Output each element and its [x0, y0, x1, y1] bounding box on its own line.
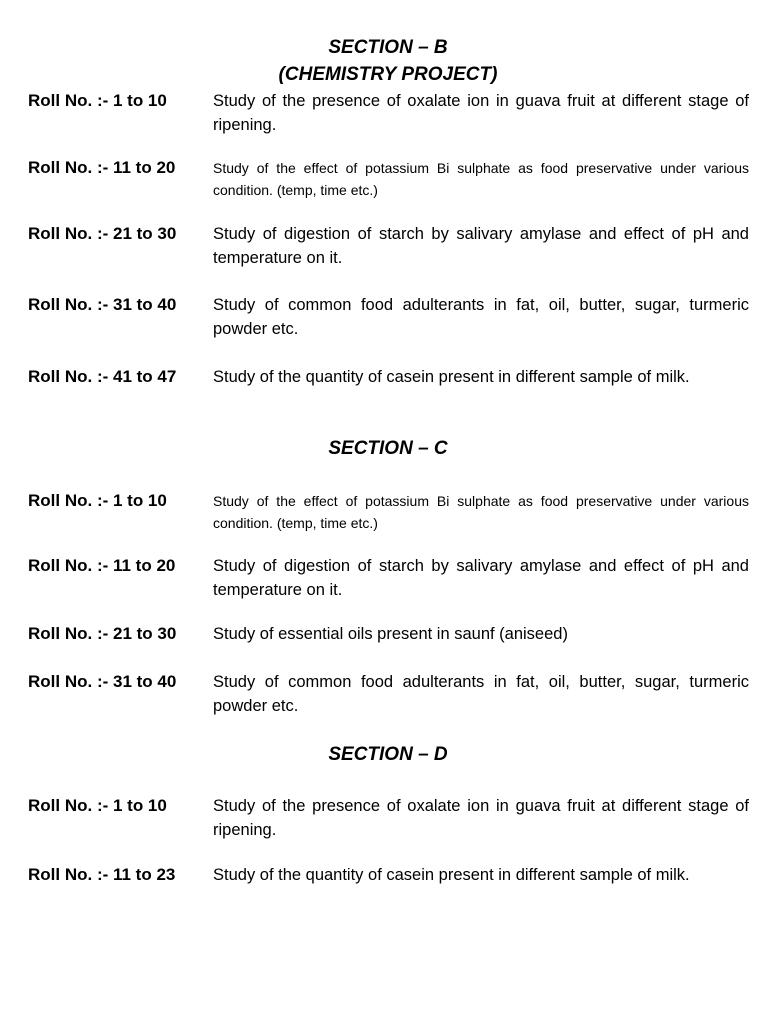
roll-number-range: Roll No. :- 31 to 40 [28, 672, 177, 691]
project-description: Study of the quantity of casein present in different sample of milk. [213, 866, 690, 884]
roll-number-range: Roll No. :- 1 to 10 [28, 491, 167, 510]
roll-number-range: Roll No. :- 21 to 30 [28, 624, 177, 643]
project-description: Study of the presence of oxalate ion in guava fruit at different stage of ripening. [213, 797, 749, 839]
section-b-title: SECTION – B [328, 37, 448, 58]
roll-number-range: Roll No. :- 11 to 20 [28, 556, 176, 575]
roll-number-range: Roll No. :- 21 to 30 [28, 224, 177, 243]
section-d-title: SECTION – D [328, 744, 448, 765]
project-description: Study of digestion of starch by salivary amylase and effect of pH and temperature on it. [213, 225, 749, 267]
project-description: Study of common food adulterants in fat, oil, butter, sugar, turmeric powder etc. [213, 296, 749, 338]
roll-number-range: Roll No. :- 11 to 23 [28, 865, 176, 884]
project-description: Study of the effect of potassium Bi sulphate as food preservative under various condition. (temp, time etc.) [213, 493, 749, 531]
section-b-subtitle: (CHEMISTRY PROJECT) [278, 64, 498, 85]
project-description: Study of common food adulterants in fat, oil, butter, sugar, turmeric powder etc. [213, 673, 749, 715]
project-description: Study of essential oils present in saunf (aniseed) [213, 625, 568, 643]
project-description: Study of the presence of oxalate ion in guava fruit at different stage of ripening. [213, 92, 749, 134]
section-c-title: SECTION – C [328, 438, 448, 459]
project-description: Study of digestion of starch by salivary amylase and effect of pH and temperature on it. [213, 557, 749, 599]
project-description: Study of the effect of potassium Bi sulphate as food preservative under various condition. (temp, time etc.) [213, 160, 749, 198]
roll-number-range: Roll No. :- 1 to 10 [28, 796, 167, 815]
roll-number-range: Roll No. :- 1 to 10 [28, 91, 167, 110]
project-description: Study of the quantity of casein present in different sample of milk. [213, 368, 690, 386]
roll-number-range: Roll No. :- 41 to 47 [28, 367, 177, 386]
roll-number-range: Roll No. :- 11 to 20 [28, 158, 176, 177]
roll-number-range: Roll No. :- 31 to 40 [28, 295, 177, 314]
